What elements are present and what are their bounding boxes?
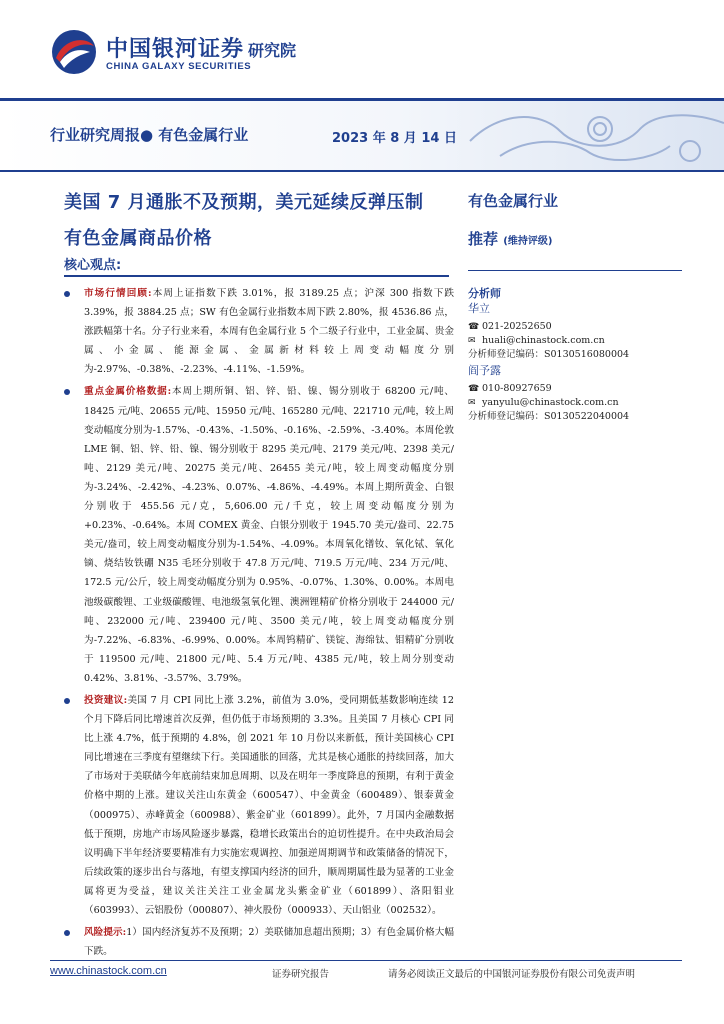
bullet-market-review — [64, 284, 454, 379]
phone-icon: ☎ — [468, 384, 480, 394]
report-date: 2023 年 8 月 14 日 — [332, 131, 457, 146]
footer-disclaimer: 请务必阅读正文最后的中国银河证券股份有限公司免责声明 — [388, 969, 636, 980]
bullet-text: 1）国内经济复苏不及预期；2）美联储加息超出预期；3）有色金属价格大幅下跌。 — [84, 927, 455, 958]
report-title-line1: 美国 7 月通胀不及预期，美元延续反弹压制 — [64, 192, 424, 213]
analyst-registration: 分析师登记编码：S0130516080004 — [468, 349, 630, 360]
bullet-label: 投资建议: — [84, 694, 128, 706]
email-icon: ✉ — [468, 398, 476, 408]
analyst-heading: 分析师 — [468, 287, 501, 300]
analyst-card — [468, 302, 629, 362]
bullet-label: 重点金属价格数据: — [84, 386, 172, 398]
analyst-name: 华立 — [468, 302, 490, 315]
analyst-phone: 010-80927659 — [482, 383, 552, 394]
report-type: 行业研究周报● 有色金属行业 — [50, 126, 249, 144]
rating — [468, 228, 552, 249]
analyst-registration: 分析师登记编码：S0130522040004 — [468, 411, 630, 422]
header-bottom-rule — [0, 170, 724, 172]
bullet-label: 风险提示: — [84, 927, 127, 939]
rating-value: 推荐 — [468, 230, 499, 248]
bullet-risk-warning — [64, 923, 454, 961]
footer-website-link[interactable]: www.chinastock.com.cn — [50, 965, 167, 977]
sidebar-rule — [468, 270, 682, 271]
bullet-metal-prices — [64, 382, 454, 688]
report-title-line2: 有色金属商品价格 — [64, 228, 212, 249]
galaxy-logo-icon — [50, 28, 98, 76]
bullet-text: 美国 7 月 CPI 同比上涨 3.2%，前值为 3.0%，受同期低基数影响连续 12 个月下降后同比增速首次反弹，但仍低于市场预期的 3.3%。且美国 7 月核心 CPI 同比上涨 4.7%，低于预期的 4.8%，创 2021 年 10 月份以来新低，预计美国核心 CPI 同比增速在三季度有望继续下行。美国通胀的回落，尤其是核心通胀的持续回落，加大了市场对于美联储今年底前结束加息周期、以及在明年一季度降息的预期，有利于黄金价格中期的上涨。建议关注山东黄金（600547）、中金黄金（600489）、银泰黄金（000975）、赤峰黄金（600988）、紫金矿业（601899）。此外，7 月国内金融数据低于预期，房地产市场风险逐步暴露，稳增长政策出台的迫切性提升。在中央政治局会议明确下半年经济要要精准有力实施宏观调控、加强逆周期调节和政策储备的情况下，后续政策的逐步出台与落地，有望支撑国内经济的回升，顺周期属性最为显著的工业金属将更为受益，建议关注关注工业金属龙头紫金矿业（601899）、洛阳钼业（603993）、云铝股份（000807）、神火股份（000933）、天山铝业（002532）。 — [84, 694, 454, 916]
analyst-email[interactable]: huali@chinastock.com.cn — [482, 335, 605, 346]
company-name-cn: 中国银河证券 — [106, 37, 245, 62]
analyst-card — [468, 364, 629, 424]
analyst-email[interactable]: yanyulu@chinastock.com.cn — [482, 397, 619, 408]
phone-icon: ☎ — [468, 322, 480, 332]
institute-label: 研究院 — [248, 41, 297, 60]
analyst-name: 阎予露 — [468, 364, 501, 377]
footer-report-label: 证券研究报告 — [272, 969, 330, 980]
footer-rule — [50, 960, 682, 961]
bullet-investment-advice — [64, 691, 454, 920]
email-icon: ✉ — [468, 336, 476, 346]
bullet-label: 市场行情回顾: — [84, 288, 152, 299]
rating-note: (维持评级) — [503, 236, 553, 247]
core-view-rule — [64, 275, 449, 277]
bullet-text: 本周上期所铜、铝、锌、铅、镍、锡分别收于 68200 元/吨、18425 元/吨、20655 元/吨、15950 元/吨、165280 元/吨、221710 元/吨，较上周变动幅度分别为-1.57%、-0.43%、-1.50%、-0.16%、-2.59%、-3.40%。本周伦敦 LME 铜、铝、锌、铅、镍、锡分别收于 8295 美元/吨、2179 美元/吨、2398 美元/吨、2129 美元/吨、20275 美元/吨、26455 美元/吨，较上周变动幅度分别为-3.24%、-2.42%、-4.23%、0.07%、-4.86%、-4.49%。本周上期所黄金、白银分别收于 455.56 元/克，5,606.00 元/千克，较上周变动幅度分别为 +0.23%、-0.64%。本周 COMEX 黄金、白银分别收于 1945.70 美元/盎司、22.75 美元/盎司，较上周变动幅度分别为-1.54%、-4.09%。本周氧化镨钕、氧化铽、氧化镝、烧结钕铁硼 N35 毛坯分别收于 47.8 万元/吨、719.5 万元/吨、234 万元/吨、172.5 元/公斤，较上周变动幅度分别为 0.95%、-0.07%、1.30%、0.00%。本周电池级碳酸锂、工业级碳酸锂、电池级氢氧化锂、澳洲锂精矿价格分别收于 244000 元/吨、232000 元/吨、239400 元/吨、3500 美元/吨，较上周变动幅度分别为-7.22%、-6.83%、-6.99%、0.00%。本周钨精矿、镁锭、海绵钛、钼精矿分别收于 119500 元/吨、21800 元/吨、5.4 万元/吨、4385 元/吨，较上周分别变动 0.42%、3.81%、-3.57%、3.79%。 — [84, 386, 454, 684]
bullet-text: 本周上证指数下跌 3.01%，报 3189.25 点；沪深 300 指数下跌 3.39%，报 3884.25 点；SW 有色金属行业指数本周下跌 2.80%，报 4536.86 点，涨跌幅第十名。分子行业来看，本周有色金属行业 5 个二级子行业中，工业金属、贵金属、小金属、能源金属、金属新材料较上周变动幅度分别为-2.97%、-0.38%、-2.23%、-4.11%、-1.59%。 — [84, 288, 454, 376]
company-name-en: CHINA GALAXY SECURITIES — [106, 61, 252, 72]
analyst-phone: 021-20252650 — [482, 321, 552, 332]
sector-name: 有色金属行业 — [468, 192, 559, 210]
core-view-heading: 核心观点: — [64, 258, 122, 273]
core-view-body — [64, 284, 454, 964]
